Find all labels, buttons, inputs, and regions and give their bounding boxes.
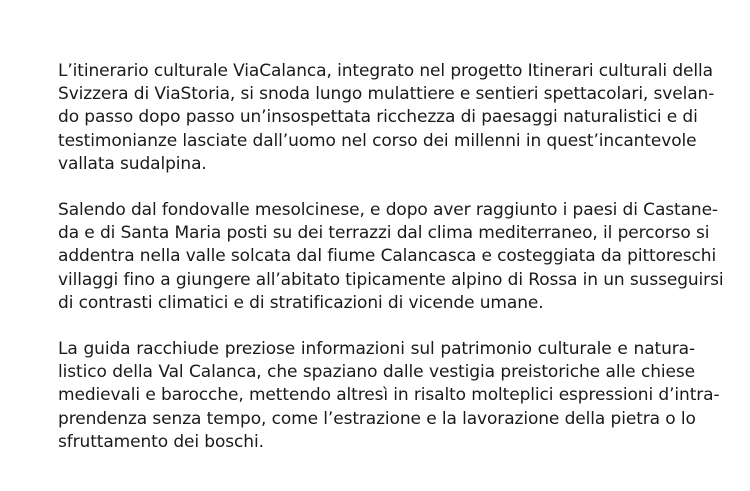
text-line: da e di Santa Maria posti su dei terrazzi dal clima mediterraneo, il percorso si	[58, 223, 710, 244]
text-line: sfruttamento dei boschi.	[58, 431, 264, 452]
text-line: prendenza senza tempo, come l’estrazione e la lavorazione della pietra o lo	[58, 408, 696, 429]
text-line: La guida racchiude preziose informazioni sul patrimonio culturale e natura-	[58, 339, 695, 360]
text-line: Salendo dal fondovalle mesolcinese, e dopo aver raggiunto i paesi di Castane-	[58, 200, 718, 221]
text-line: addentra nella valle solcata dal fiume Calancasca e costeggiata da pittoreschi	[58, 246, 717, 267]
paragraph-spacer	[58, 315, 695, 338]
text-line: di contrasti climatici e di stratificazioni di vicende umane.	[58, 292, 544, 313]
text-line: vallata sudalpina.	[58, 153, 207, 174]
text-line: Svizzera di ViaStoria, si snoda lungo mulattiere e sentieri spettacolari, svelan-	[58, 84, 715, 105]
text-line: listico della Val Calanca, che spaziano dalle vestigia preistoriche alle chiese	[58, 362, 695, 383]
document-page	[58, 60, 724, 454]
text-line: medievali e barocche, mettendo altresì in risalto molteplici espressioni d’intra-	[58, 385, 720, 406]
text-line: L’itinerario culturale ViaCalanca, integrato nel progetto Itinerari culturali della	[58, 61, 713, 81]
paragraph-route	[58, 199, 724, 315]
text-line: do passo dopo passo un’insospettata ricchezza di paesaggi naturalistici e di	[58, 107, 698, 128]
paragraph-guide	[58, 338, 720, 454]
text-line: testimonianze lasciate dall’uomo nel corso dei millenni in quest’incantevole	[58, 130, 697, 151]
text-line: villaggi fino a giungere all’abitato tipicamente alpino di Rossa in un susseguirsi	[58, 269, 724, 290]
paragraph-intro	[58, 60, 715, 176]
paragraph-spacer	[58, 176, 695, 199]
